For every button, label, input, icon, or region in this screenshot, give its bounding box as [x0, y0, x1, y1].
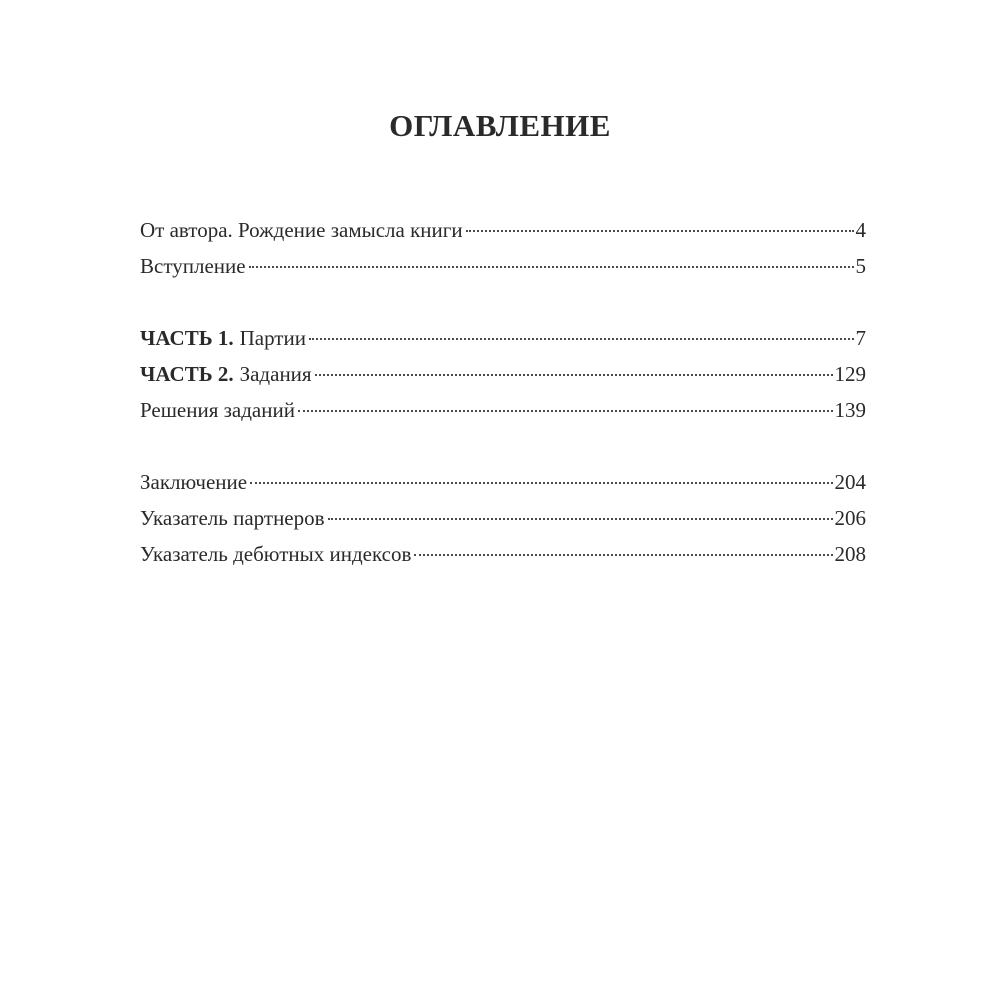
toc-entry-label: Решения заданий	[140, 398, 295, 422]
toc-entry-page: 206	[834, 506, 866, 530]
toc-entry-page: 5	[855, 254, 866, 278]
toc-entry-label: Вступление	[140, 254, 246, 278]
toc-entry-label: Заключение	[140, 470, 248, 494]
toc-entry-label: Указатель партнеров	[140, 506, 325, 530]
toc-entry-page: 204	[834, 470, 866, 494]
dot-leader	[466, 230, 854, 232]
table-of-contents	[140, 212, 866, 572]
dot-leader	[249, 266, 854, 268]
toc-entry-page: 7	[855, 326, 866, 350]
toc-entry-page: 139	[834, 398, 866, 422]
dot-leader	[328, 518, 833, 520]
toc-entry-page: 208	[834, 542, 866, 566]
toc-entry-part-1	[140, 320, 866, 356]
dot-leader	[309, 338, 854, 340]
section-gap	[140, 428, 866, 464]
dot-leader	[315, 374, 833, 376]
section-gap	[140, 284, 866, 320]
toc-entry-page: 4	[855, 218, 866, 242]
toc-entry-solutions	[140, 392, 866, 428]
toc-entry-label: Указатель дебютных индексов	[140, 542, 412, 566]
toc-entry-openings-index	[140, 536, 866, 572]
toc-entry-label: Партии	[239, 326, 306, 350]
toc-entry-label: Задания	[239, 362, 312, 386]
toc-entry-label: От автора. Рождение замысла книги	[140, 218, 463, 242]
toc-entry-part-prefix: ЧАСТЬ 1.	[140, 326, 234, 350]
dot-leader	[298, 410, 833, 412]
toc-entry-from-author	[140, 212, 866, 248]
toc-entry-conclusion	[140, 464, 866, 500]
toc-entry-partners-index	[140, 500, 866, 536]
dot-leader	[414, 554, 832, 556]
toc-entry-part-2	[140, 356, 866, 392]
toc-entry-part-prefix: ЧАСТЬ 2.	[140, 362, 234, 386]
toc-entry-introduction	[140, 248, 866, 284]
toc-title: ОГЛАВЛЕНИЕ	[389, 108, 611, 143]
dot-leader	[250, 482, 832, 484]
toc-entry-page: 129	[834, 362, 866, 386]
